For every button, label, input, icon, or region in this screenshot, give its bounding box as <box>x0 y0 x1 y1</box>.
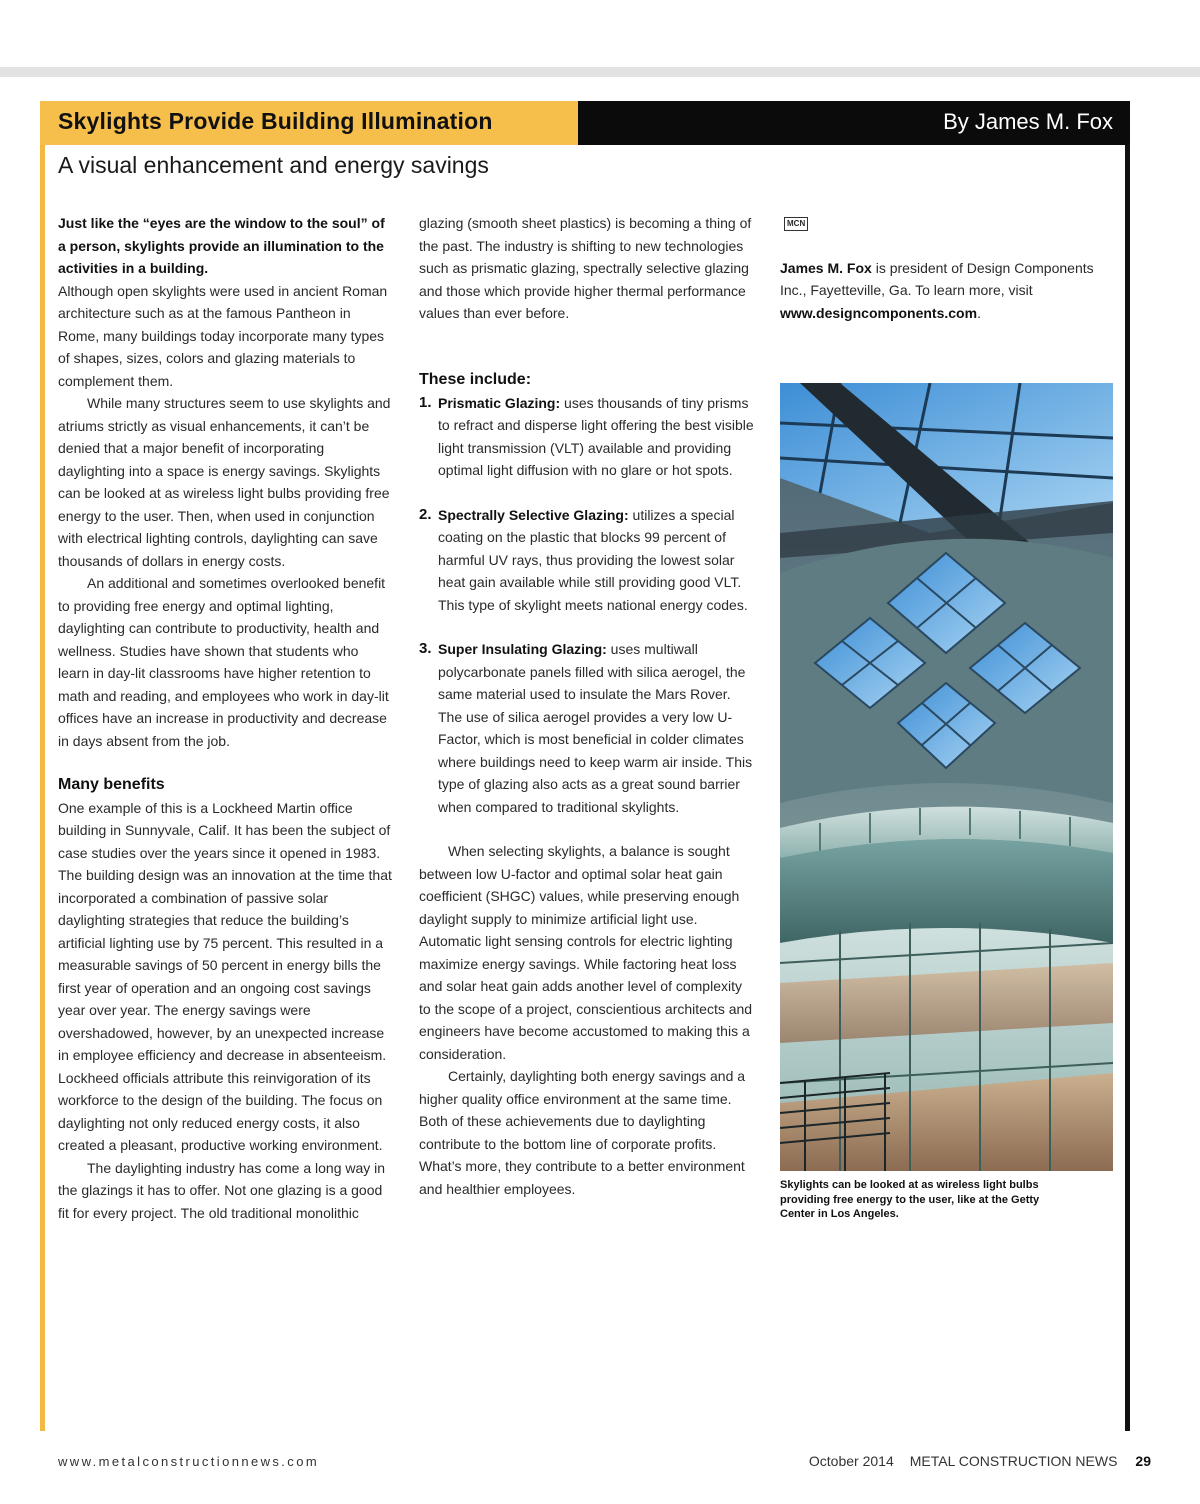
right-accent-rule <box>1125 101 1130 1431</box>
bio-text: is president of Design Components Inc., Fayetteville, Ga. To learn more, visit <box>780 259 1094 298</box>
list-term: Spectrally Selective Glazing: <box>438 506 629 523</box>
article-byline: By James M. Fox <box>943 109 1113 134</box>
paragraph: An additional and sometimes overlooked benefit to providing free energy and optimal lighting, daylighting can contribute to productivity, health and wellness. Studies have shown that students who learn in day-lit classrooms have higher retention to math and reading, and employees who work in day-lit offices have an increase in productivity and decrease in days absent from the job. <box>58 575 389 749</box>
list-item <box>419 638 754 818</box>
column-2-list <box>419 369 754 1200</box>
paragraph: Although open skylights were used in ancient Roman architecture such as at the famous Pantheon in Rome, many buildings today incorporate many types of shapes, sizes, colors and glazing materials to complement them. <box>58 282 388 389</box>
footer-magazine: METAL CONSTRUCTION NEWS <box>909 1453 1118 1469</box>
section-heading-include: These include: <box>419 371 532 388</box>
author-name: James M. Fox <box>780 259 872 276</box>
left-accent-rule <box>40 101 45 1431</box>
author-website-link[interactable]: www.designcomponents.com <box>780 304 978 321</box>
list-term: Prismatic Glazing: <box>438 394 561 411</box>
footer-date: October 2014 <box>808 1453 894 1469</box>
article-subtitle: A visual enhancement and energy savings <box>58 152 489 178</box>
list-number: 2. <box>419 505 432 523</box>
top-divider <box>0 67 1200 77</box>
paragraph: While many structures seem to use skylights and atriums strictly as visual enhancements, it can’t be denied that a major benefit of incorporating daylighting into a space is energy savings. Skylights can be looked at as wireless light bulbs providing free energy to the user. Then, when used in conjunction with electrical lighting controls, daylighting can save thousands of dollars in energy costs. <box>58 395 391 569</box>
paragraph: One example of this is a Lockheed Martin office building in Sunnyvale, Calif. It has been the subject of case studies over the years since it opened in 1983. The building design was an innovation at the time that incorporated a combination of passive solar daylighting strategies that reduce the building’s artificial lighting use by 75 percent. This resulted in a measurable savings of 50 percent in energy bills the first year of operation and an ongoing cost savings year over year. The energy savings were overshadowed, however, by an unexpected increase in employee efficiency and decrease in absenteeism. Lockheed officials attribute this reinvigoration of its workforce to the design of the building. The focus on daylighting not only reduced energy costs, it also created a pleasant, productive working environment. <box>58 799 392 1153</box>
footer-website: www.metalconstructionnews.com <box>58 1454 320 1469</box>
bio-end: . <box>977 304 981 321</box>
paragraph: The daylighting industry has come a long way in the glazings it has to offer. Not one glazing is a good fit for every project. The old traditional monolithic <box>58 1159 386 1221</box>
list-text: uses multiwall polycarbonate panels filled with silica aerogel, the same material used to insulate the Mars Rover. The use of silica aerogel provides a very low U-Factor, which is most beneficial in colder climates where buildings need to keep warm air inside. This type of glazing also acts as a great sound barrier when compared to traditional skylights. <box>438 641 753 815</box>
list-number: 1. <box>419 393 432 411</box>
column-2 <box>419 212 754 325</box>
photo-caption: Skylights can be looked at as wireless light bulbs providing free energy to the user, like at the Getty Center in Los Angeles. <box>780 1179 1040 1220</box>
column-3 <box>780 212 1113 324</box>
section-heading-benefits: Many benefits <box>58 776 165 793</box>
footer-info <box>809 1453 1151 1469</box>
column-1 <box>58 212 393 1224</box>
list-term: Super Insulating Glazing: <box>438 641 607 657</box>
author-bio <box>780 257 1113 325</box>
paragraph: Certainly, daylighting both energy savings and a higher quality office environment at the same time. Both of these achievements due to daylighting contribute to the bottom line of corporate profits. What’s more, they contribute to a better environment and healthier employees. <box>419 1068 746 1197</box>
article-title: Skylights Provide Building Illumination <box>58 108 493 134</box>
end-mark: MCN <box>784 217 808 231</box>
list-item <box>419 392 754 482</box>
skylight-photo <box>780 383 1113 1171</box>
paragraph: When selecting skylights, a balance is sought between low U-factor and optimal solar heat gain coefficient (SHGC) values, while preserving enough daylight supply to minimize artificial light use. Automatic light sensing controls for electric lighting maximize energy savings. While factoring heat loss and solar heat gain adds another level of complexity to the scope of a project, conscientious architects and engineers have become accustomed to making this a consideration. <box>419 843 753 1062</box>
list-item <box>419 504 754 617</box>
list-text: utilizes a special coating on the plastic that blocks 99 percent of harmful UV rays, thus providing the lowest solar heat gain available while still providing good VLT. This type of skylight meets national energy codes. <box>438 506 748 613</box>
lead-paragraph: Just like the “eyes are the window to the soul” of a person, skylights provide an illumination to the activities in a building. <box>58 215 385 276</box>
list-number: 3. <box>419 640 432 657</box>
list-text: uses thousands of tiny prisms to refract and disperse light offering the best visible light transmission (VLT) available and providing optimal light diffusion with no glare or hot spots. <box>438 394 754 478</box>
paragraph-continued: glazing (smooth sheet plastics) is becoming a thing of the past. The industry is shifting to new technologies such as prismatic glazing, spectrally selective glazing and those which provide higher thermal performance values than ever before. <box>419 215 752 321</box>
page-number: 29 <box>1135 1453 1151 1469</box>
